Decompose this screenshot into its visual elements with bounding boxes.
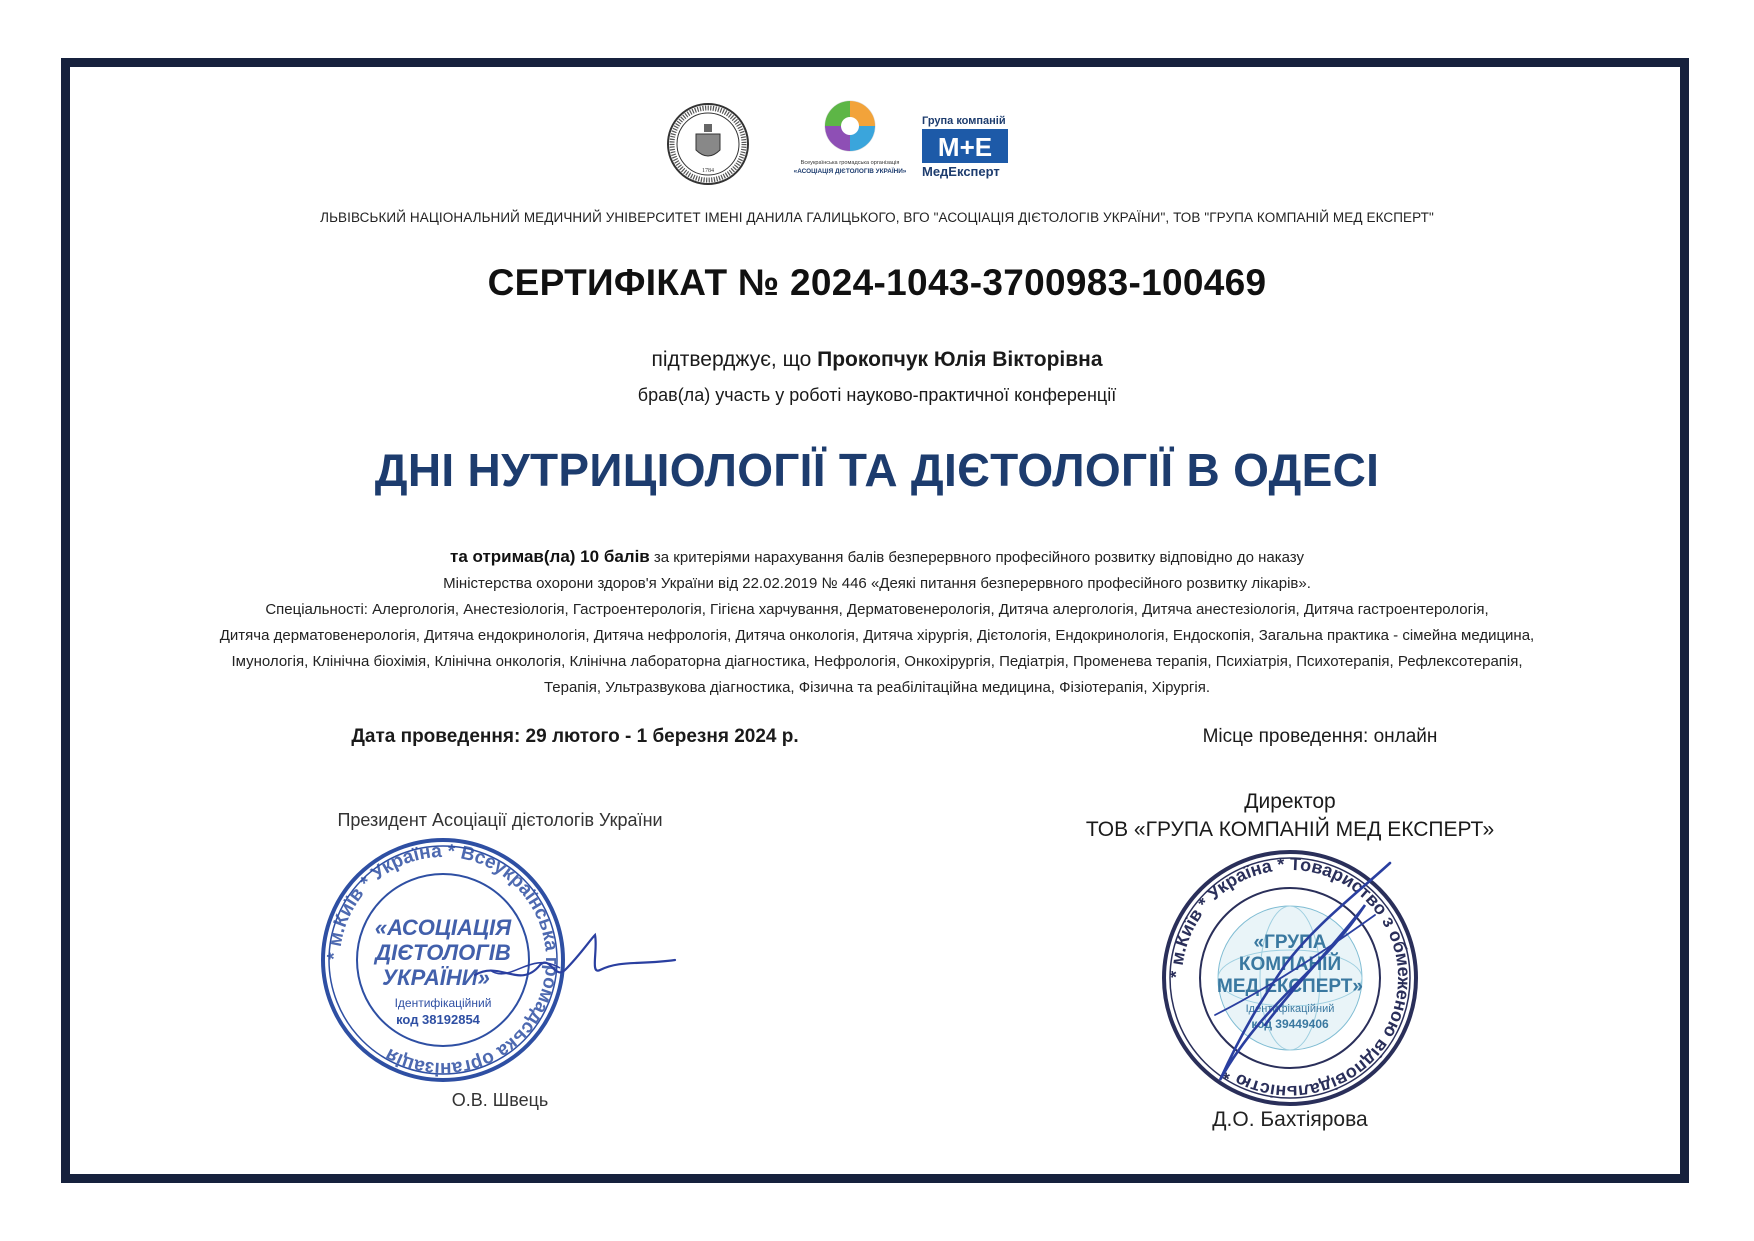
medexpert-name: МедЕксперт — [922, 164, 1000, 179]
university-seal-icon — [668, 104, 748, 184]
association-stamp-ring-text: * м.Київ * Україна * Всеукраїнська громадська організація — [323, 840, 563, 1080]
association-logo-bottom-text: «АСОЦІАЦІЯ ДІЄТОЛОГІВ УКРАЇНИ» — [793, 168, 907, 175]
right-signatory-name: Д.О. Бахтіярова — [1212, 1108, 1368, 1131]
medexpert-mark: М+Е — [937, 132, 993, 162]
medexpert-stamp-id-code: код 39449406 — [1251, 1017, 1329, 1031]
logos-row — [660, 96, 1100, 196]
event-place: Місце проведення: онлайн — [1202, 726, 1438, 747]
participant-name: Прокопчук Юлія Вікторівна — [817, 348, 1103, 371]
association-logo-icon — [794, 101, 907, 175]
points-line-1 — [0, 544, 1754, 571]
right-signatory-title-line-1: Директор — [1244, 790, 1336, 813]
medexpert-stamp-center-2: КОМПАНІЙ — [1238, 954, 1342, 975]
association-stamp-id-label: Ідентифікаційний — [394, 996, 492, 1010]
right-signatory-title — [1000, 788, 1580, 844]
medexpert-stamp-ring-text: * м.Київ * Україна * Товариство з обмеженою відповідальністю * — [1165, 853, 1415, 1103]
association-stamp-center-3: УКРАЇНИ» — [382, 965, 490, 990]
medexpert-stamp-center-1: «ГРУПА — [1253, 932, 1327, 953]
association-stamp-center-2: ДІЄТОЛОГІВ — [375, 940, 511, 965]
confirmation-line — [0, 348, 1754, 372]
conference-title: ДНІ НУТРИЦІОЛОГІЇ ТА ДІЄТОЛОГІЇ В ОДЕСІ — [374, 444, 1380, 496]
left-signature — [470, 920, 680, 1000]
points-lead: та отримав(ла) 10 балів — [450, 547, 650, 566]
specialties-line-1: Спеціальності: Алергологія, Анестезіологія, Гастроентерологія, Гігієна харчування, Дерматовенерологія, Дитяча алергологія, Дитяча анестезіологія, Дитяча гастроентерологія, — [265, 601, 1489, 618]
points-line-2: Міністерства охорони здоров'я України від 22.02.2019 № 446 «Деякі питання безперервного професійного розвитку лікарів». — [443, 575, 1311, 592]
specialties-line-4: Терапія, Ультразвукова діагностика, Фізична та реабілітаційна медицина, Фізіотерапія, Хірургія. — [543, 679, 1211, 696]
right-signature — [1175, 855, 1415, 1095]
participation-line: брав(ла) участь у роботі науково-практичної конференції — [637, 385, 1117, 405]
event-date: Дата проведення: 29 лютого - 1 березня 2024 р. — [351, 726, 799, 747]
specialties-line-2: Дитяча дерматовенерологія, Дитяча ендокринологія, Дитяча нефрологія, Дитяча онкологія, Дитяча хірургія, Дієтологія, Ендокринологія, Ендоскопія, Загальна практика - сімейна медицина, — [219, 627, 1535, 644]
medexpert-stamp-center-3: МЕД ЕКСПЕРТ» — [1217, 976, 1363, 997]
medexpert-logo-icon — [922, 115, 1008, 179]
confirmation-prefix: підтверджує, що — [651, 348, 818, 371]
organizations-line: ЛЬВІВСЬКИЙ НАЦІОНАЛЬНИЙ МЕДИЧНИЙ УНІВЕРСИТЕТ ІМЕНІ ДАНИЛА ГАЛИЦЬКОГО, ВГО "АСОЦІАЦІЯ ДІЄТОЛОГІВ УКРАЇНИ", ТОВ "ГРУПА КОМПАНІЙ МЕД ЕКСПЕРТ" — [320, 210, 1434, 225]
association-stamp-center-1: «АСОЦІАЦІЯ — [374, 915, 512, 940]
specialties-line-3: Імунологія, Клінічна біохімія, Клінічна онкологія, Клінічна лабораторна діагностика, Нефрологія, Онкохірургія, Педіатрія, Променева терапія, Психіатрія, Психотерапія, Рефлексотерапія, — [231, 653, 1523, 670]
association-stamp-id-code: код 38192854 — [396, 1012, 480, 1027]
svg-text:1784: 1784 — [702, 168, 714, 174]
points-text-1: за критеріями нарахування балів безперервного професійного розвитку відповідно до наказу — [649, 549, 1304, 566]
medexpert-caption: Група компаній — [922, 115, 1006, 127]
left-signatory-name: О.В. Швець — [451, 1090, 549, 1110]
points-block — [0, 544, 1754, 701]
certificate-title: СЕРТИФІКАТ № 2024-1043-3700983-100469 — [487, 262, 1267, 303]
left-signatory-title: Президент Асоціації дієтологів України — [337, 810, 663, 830]
association-logo-top-text: Всеукраїнська громадська організація — [800, 160, 900, 166]
right-signatory-title-line-2: ТОВ «ГРУПА КОМПАНІЙ МЕД ЕКСПЕРТ» — [1085, 818, 1495, 841]
medexpert-stamp-id-label: Ідентифікаційний — [1245, 1003, 1335, 1015]
